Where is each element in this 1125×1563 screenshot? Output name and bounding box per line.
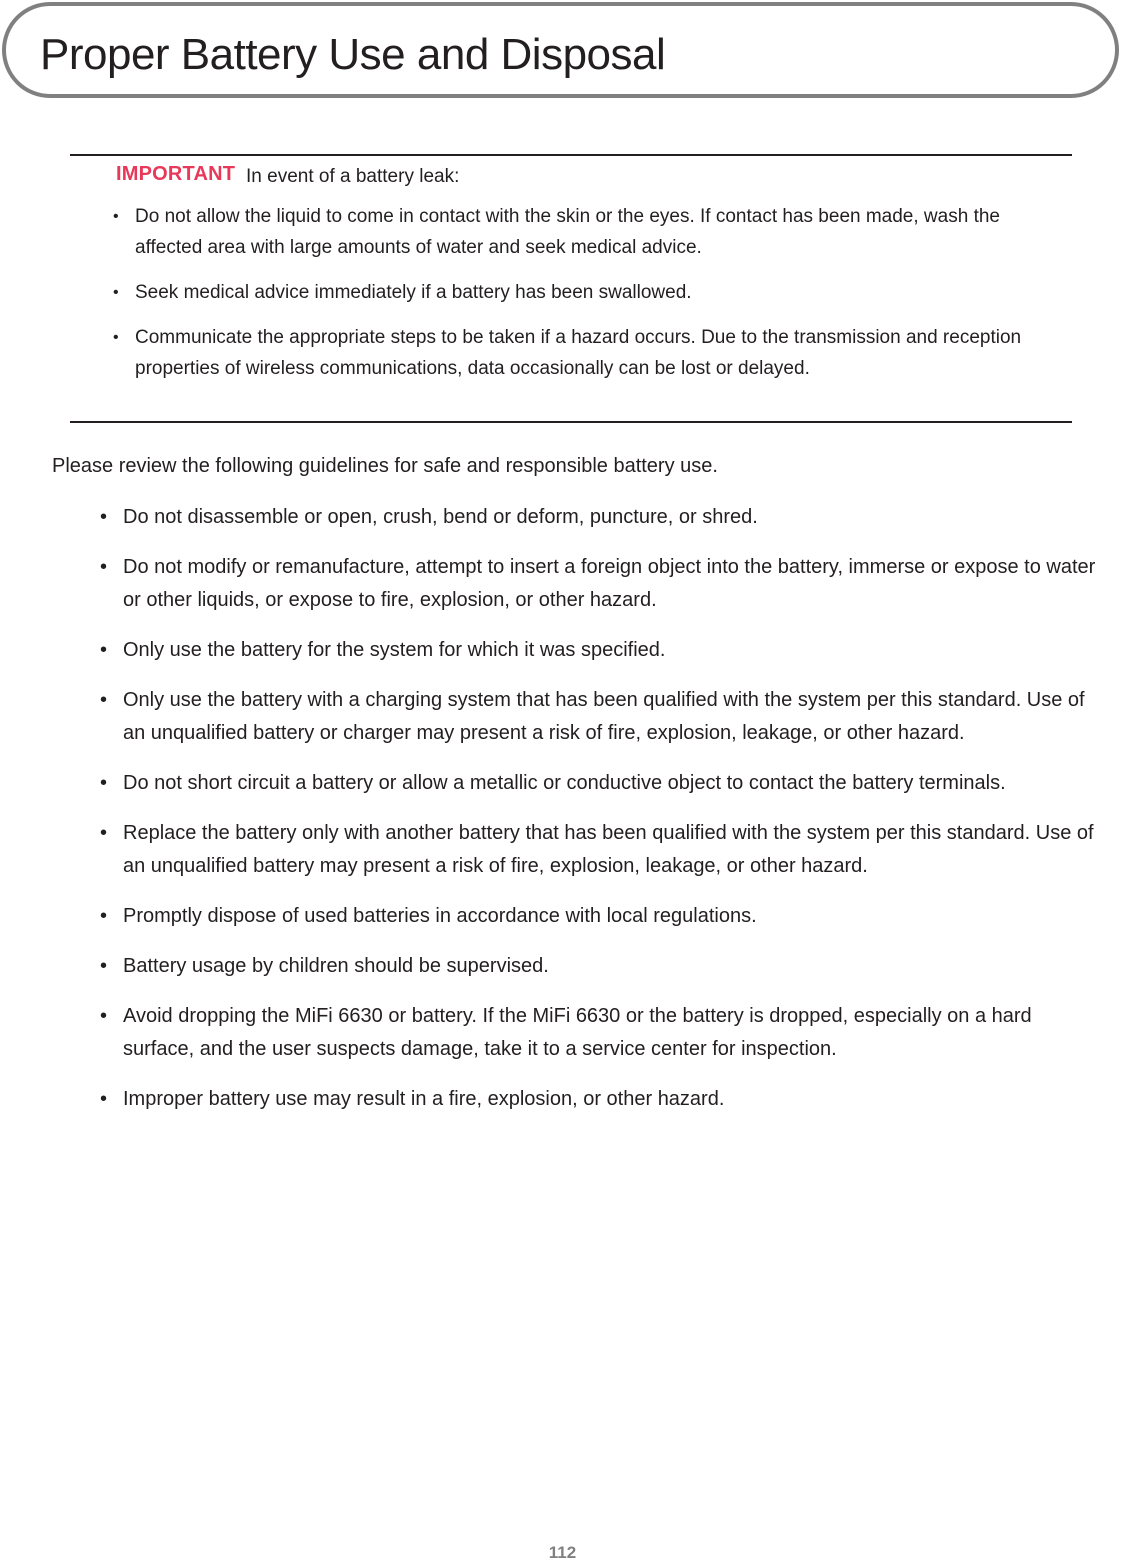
guideline-text: Only use the battery with a charging system that has been qualified with the system per this standard. Use of an unqualified battery or charger may present a risk of fire, explosion, leakage, or other hazard.: [123, 689, 1085, 744]
important-top-rule: [70, 154, 1072, 156]
important-item-text: Communicate the appropriate steps to be taken if a hazard occurs. Due to the transmission and reception properties of wireless communications, data occasionally can be lost or delayed.: [135, 327, 1022, 379]
guideline-item: [100, 501, 1100, 534]
bullet-icon: •: [100, 1088, 108, 1110]
bullet-icon: •: [100, 556, 108, 578]
guideline-item: [100, 817, 1100, 883]
important-item: [113, 322, 1063, 384]
guidelines-intro: Please review the following guidelines for safe and responsible battery use.: [52, 455, 718, 477]
guideline-item: [100, 767, 1100, 800]
important-item: [113, 201, 1063, 263]
guidelines-list: [100, 501, 1100, 1133]
guideline-text: Do not short circuit a battery or allow a metallic or conductive object to contact the battery terminals.: [123, 772, 1006, 794]
guideline-text: Do not modify or remanufacture, attempt to insert a foreign object into the battery, immerse or expose to water or other liquids, or expose to fire, explosion, or other hazard.: [123, 556, 1096, 611]
guideline-text: Replace the battery only with another battery that has been qualified with the system per this standard. Use of an unqualified battery may present a risk of fire, explosion, leakage, or other hazard.: [123, 822, 1094, 877]
guideline-item: [100, 684, 1100, 750]
bullet-icon: •: [113, 329, 119, 346]
guideline-item: [100, 950, 1100, 983]
bullet-icon: •: [100, 955, 108, 977]
guideline-item: [100, 1083, 1100, 1116]
page-title: Proper Battery Use and Disposal: [40, 30, 666, 79]
page-number: 112: [548, 1543, 577, 1562]
title-bar: [2, 2, 1119, 98]
important-bottom-rule: [70, 421, 1072, 423]
bullet-icon: •: [100, 639, 108, 661]
guideline-text: Battery usage by children should be supervised.: [123, 955, 549, 977]
bullet-icon: •: [100, 506, 108, 528]
guideline-text: Avoid dropping the MiFi 6630 or battery. If the MiFi 6630 or the battery is dropped, especially on a hard surface, and the user suspects damage, take it to a service center for inspection.: [123, 1005, 1032, 1060]
important-item-text: Do not allow the liquid to come in contact with the skin or the eyes. If contact has been made, wash the affected area with large amounts of water and seek medical advice.: [135, 206, 1000, 258]
guideline-text: Improper battery use may result in a fire, explosion, or other hazard.: [123, 1088, 725, 1110]
guideline-text: Do not disassemble or open, crush, bend or deform, puncture, or shred.: [123, 506, 758, 528]
important-label: IMPORTANT: [116, 163, 236, 185]
bullet-icon: •: [100, 1005, 108, 1027]
guideline-item: [100, 634, 1100, 667]
bullet-icon: •: [113, 284, 119, 301]
important-intro: In event of a battery leak:: [246, 166, 460, 187]
guideline-item: [100, 900, 1100, 933]
important-item-text: Seek medical advice immediately if a battery has been swallowed.: [135, 282, 692, 303]
bullet-icon: •: [100, 822, 108, 844]
bullet-icon: •: [100, 905, 108, 927]
guideline-text: Only use the battery for the system for which it was specified.: [123, 639, 666, 661]
important-list: [113, 201, 1063, 398]
important-item: [113, 277, 1063, 308]
bullet-icon: •: [100, 689, 108, 711]
guideline-item: [100, 551, 1100, 617]
guideline-item: [100, 1000, 1100, 1066]
bullet-icon: •: [113, 208, 119, 225]
bullet-icon: •: [100, 772, 108, 794]
guideline-text: Promptly dispose of used batteries in accordance with local regulations.: [123, 905, 757, 927]
